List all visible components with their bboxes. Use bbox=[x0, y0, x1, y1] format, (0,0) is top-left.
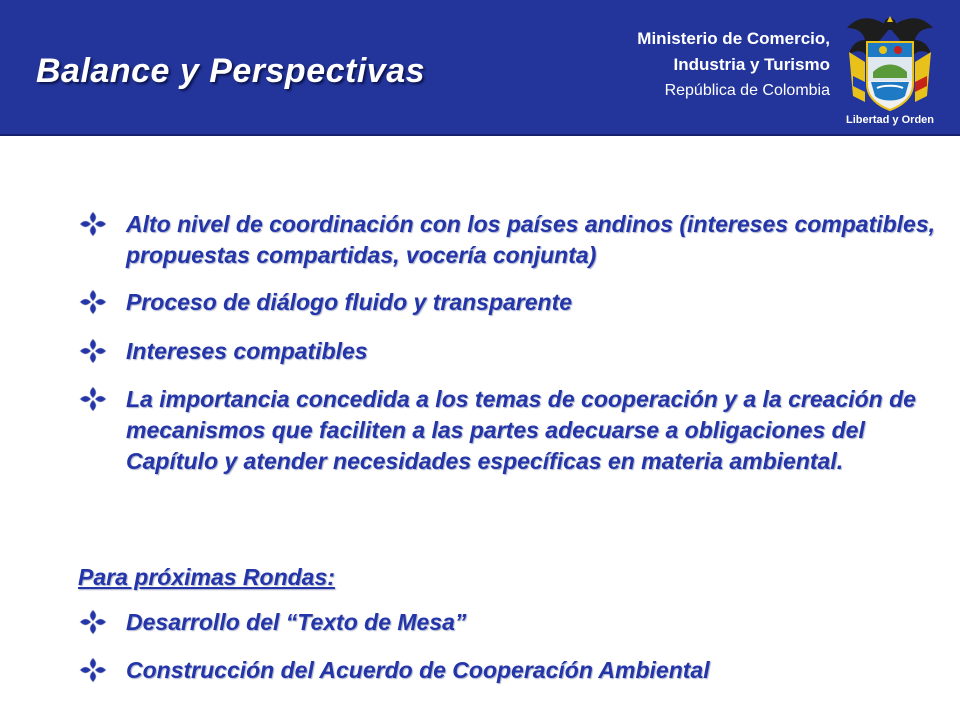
page-title: Balance y Perspectivas bbox=[36, 52, 426, 90]
next-round-item bbox=[78, 655, 938, 686]
bullet-text: Intereses compatibles bbox=[126, 338, 368, 364]
bullet-item bbox=[78, 336, 938, 367]
next-round-text: Desarrollo del “Texto de Mesa” bbox=[126, 609, 467, 635]
diamond-bullet-icon bbox=[78, 289, 108, 315]
diamond-bullet-icon bbox=[78, 657, 108, 683]
bullet-text: Alto nivel de coordinación con los países andinos (intereses compatibles, propuestas compartidas, vocería conjunta) bbox=[126, 211, 936, 268]
crest-motto: Libertad y Orden bbox=[845, 114, 935, 126]
bullet-item bbox=[78, 287, 938, 318]
ministry-line1: Ministerio de Comercio, bbox=[637, 29, 830, 48]
bullet-text: Proceso de diálogo fluido y transparente bbox=[126, 289, 573, 315]
next-round-text: Construcción del Acuerdo de Cooperacíón Ambiental bbox=[126, 657, 710, 683]
next-round-item bbox=[78, 607, 938, 638]
ministry-line2: Industria y Turismo bbox=[673, 55, 830, 74]
bullet-text: La importancia concedida a los temas de cooperación y a la creación de mecanismos que faciliten a las partes adecuarse a obligaciones del Capítulo y atender necesidades específicas en materia ambiental. bbox=[126, 386, 916, 474]
diamond-bullet-icon bbox=[78, 609, 108, 635]
diamond-bullet-icon bbox=[78, 386, 108, 412]
diamond-bullet-icon bbox=[78, 211, 108, 237]
bullet-item bbox=[78, 209, 938, 271]
diamond-bullet-icon bbox=[78, 338, 108, 364]
ministry-line3: República de Colombia bbox=[664, 82, 830, 99]
bullet-item bbox=[78, 384, 938, 477]
next-rounds-heading: Para próximas Rondas: bbox=[78, 564, 335, 590]
